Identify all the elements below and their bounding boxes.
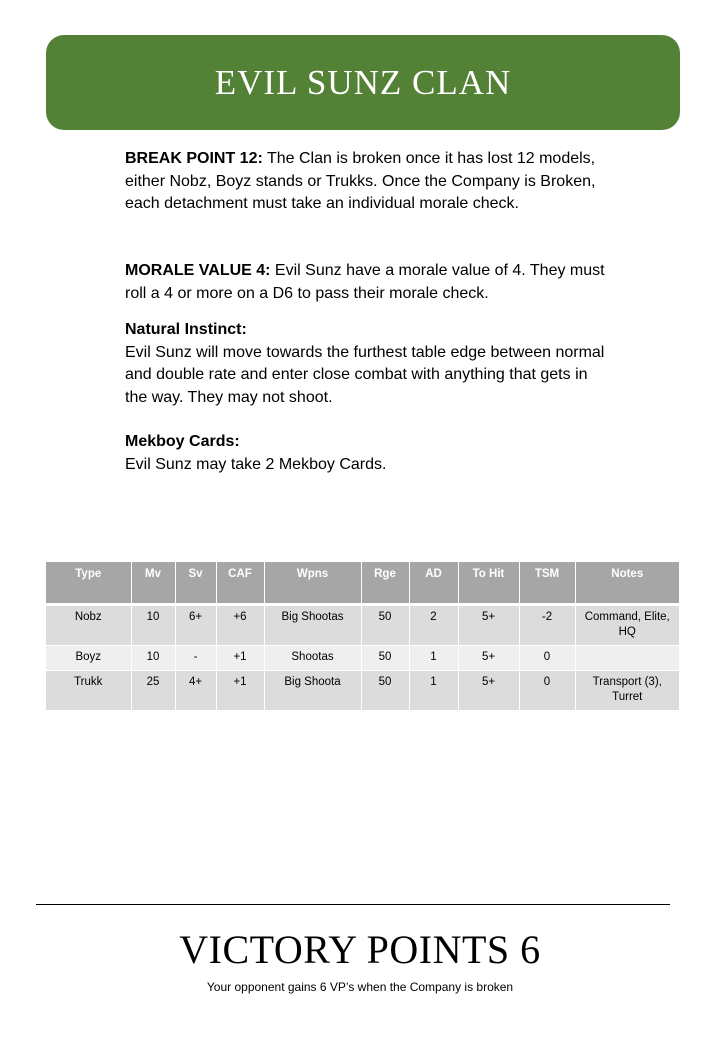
morale-value-text: Evil Sunz have a morale value of 4. They must roll a 4 or more on a D6 to pass their morale check. [125,262,605,302]
header-wpns: Wpns [264,562,361,605]
footer-divider [36,904,670,905]
table-row [46,671,679,711]
cell-mv: 10 [131,605,175,646]
cell-ad: 2 [409,605,458,646]
cell-notes: Transport (3), Turret [575,671,679,711]
cell-notes [575,646,679,671]
title-banner [46,35,680,130]
cell-wpns: Shootas [264,646,361,671]
cell-sv: 4+ [175,671,216,711]
cell-to-hit: 5+ [458,671,519,711]
cell-rge: 50 [361,646,409,671]
victory-points-subtitle: Your opponent gains 6 VP’s when the Company is broken [206,980,514,994]
header-rge: Rge [361,562,409,605]
cell-type: Trukk [46,671,131,711]
natural-instinct-section [125,319,605,409]
mekboy-cards-heading: Mekboy Cards: [125,433,240,450]
cell-rge: 50 [361,671,409,711]
natural-instinct-text: Evil Sunz will move towards the furthest table edge between normal and double rate and enter close combat with anything that gets in the way. They may not shoot. [125,343,605,406]
table-row [46,605,679,646]
cell-caf: +1 [216,646,264,671]
header-sv: Sv [175,562,216,605]
unit-stats-table [46,562,679,711]
victory-points-title: VICTORY POINTS 6 [179,927,541,972]
header-tsm: TSM [519,562,575,605]
cell-notes: Command, Elite, HQ [575,605,679,646]
cell-wpns: Big Shoota [264,671,361,711]
cell-type: Nobz [46,605,131,646]
break-point-paragraph [125,148,605,216]
header-type: Type [46,562,131,605]
morale-value-paragraph [125,260,605,305]
cell-wpns: Big Shootas [264,605,361,646]
mekboy-cards-section [125,431,605,476]
header-ad: AD [409,562,458,605]
cell-sv: 6+ [175,605,216,646]
cell-caf: +1 [216,671,264,711]
cell-rge: 50 [361,605,409,646]
cell-ad: 1 [409,671,458,711]
cell-mv: 25 [131,671,175,711]
cell-caf: +6 [216,605,264,646]
mekboy-cards-text: Evil Sunz may take 2 Mekboy Cards. [125,455,387,473]
header-caf: CAF [216,562,264,605]
table-header-row [46,562,679,605]
break-point-label: BREAK POINT 12: [125,150,263,167]
page-title: EVIL SUNZ CLAN [214,62,512,102]
cell-mv: 10 [131,646,175,671]
header-notes: Notes [575,562,679,605]
header-to-hit: To Hit [458,562,519,605]
cell-ad: 1 [409,646,458,671]
cell-to-hit: 5+ [458,605,519,646]
cell-tsm: 0 [519,671,575,711]
cell-type: Boyz [46,646,131,671]
cell-sv: - [175,646,216,671]
table-row [46,646,679,671]
cell-tsm: -2 [519,605,575,646]
cell-tsm: 0 [519,646,575,671]
break-point-text: The Clan is broken once it has lost 12 models, either Nobz, Boyz stands or Trukks. Once the Company is Broken, each detachment must take an individual morale check. [125,150,596,212]
cell-to-hit: 5+ [458,646,519,671]
header-mv: Mv [131,562,175,605]
morale-value-label: MORALE VALUE 4: [125,262,271,279]
natural-instinct-heading: Natural Instinct: [125,321,247,338]
